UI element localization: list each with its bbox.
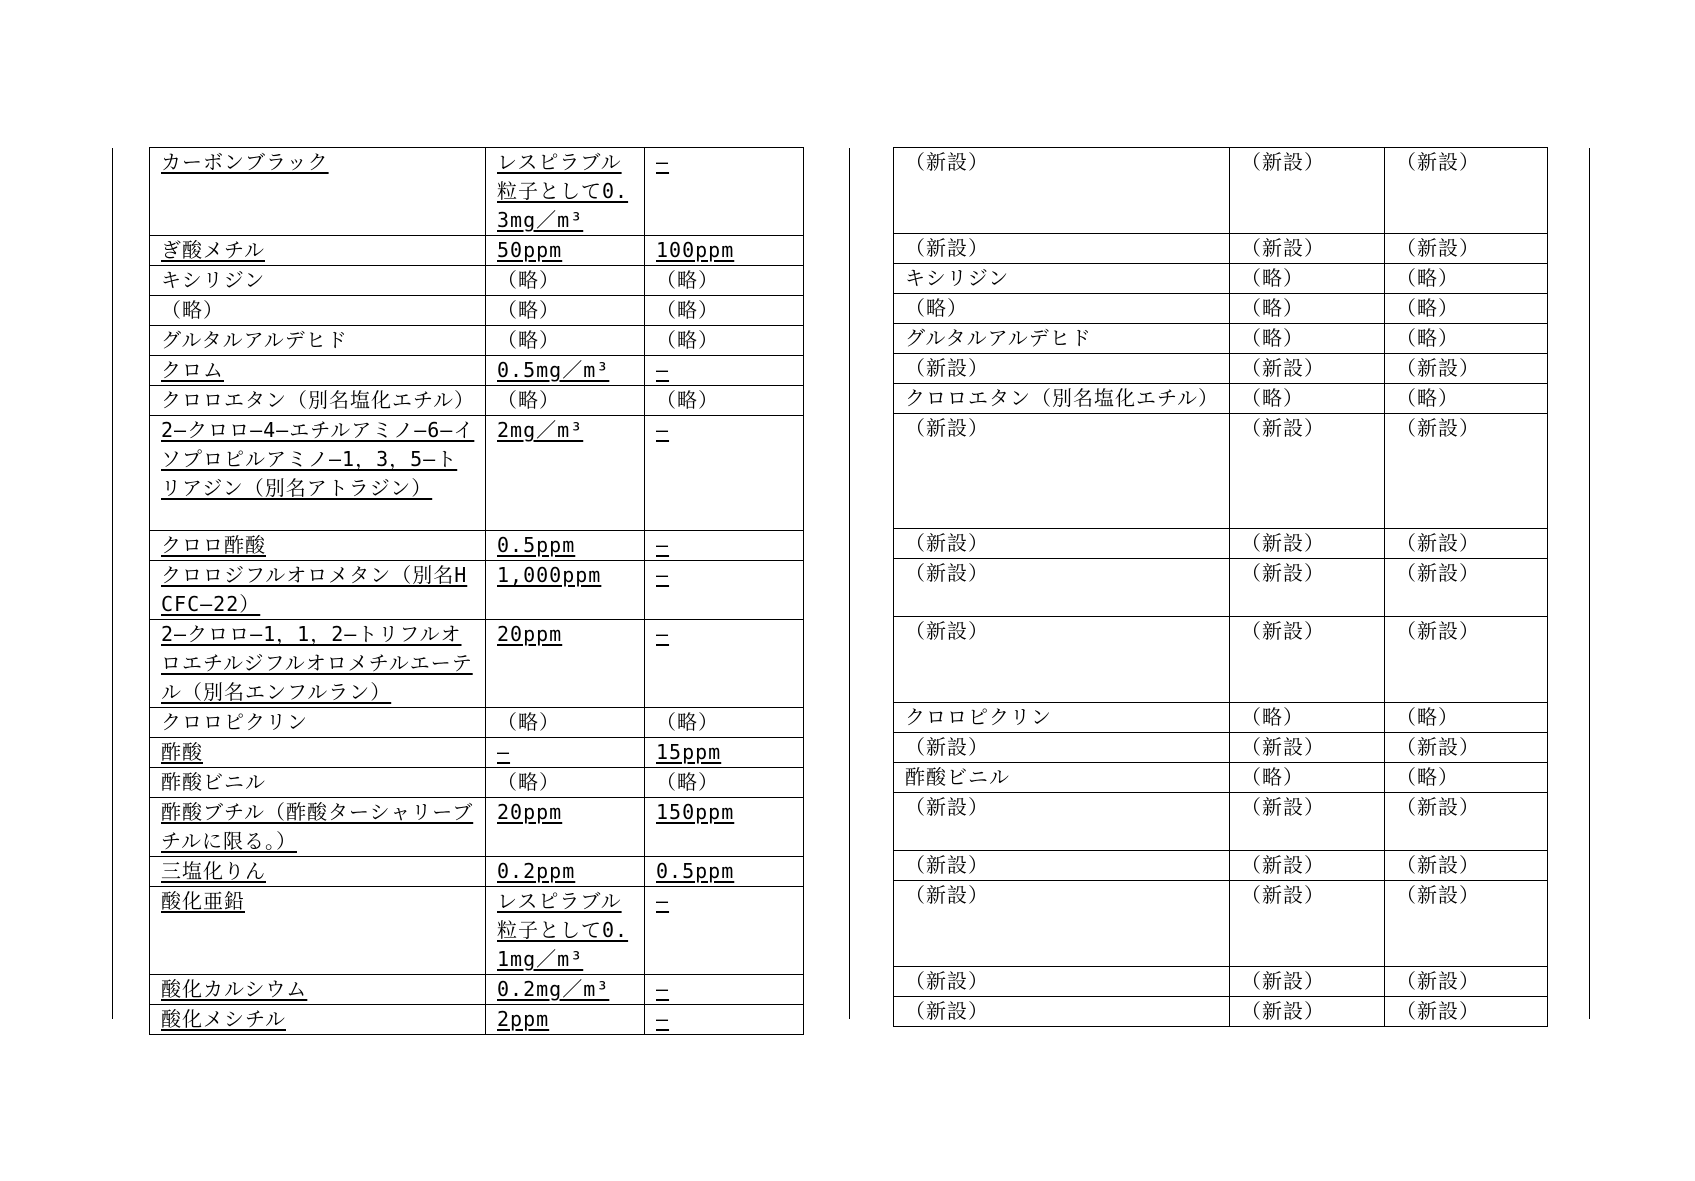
table-row — [894, 851, 1548, 881]
current-cell-col1 — [894, 529, 1230, 559]
cell-text: （略） — [1396, 765, 1459, 789]
cell-text: クロロピクリン — [161, 710, 308, 734]
cell-text: （略） — [905, 296, 968, 320]
table-row — [150, 531, 804, 561]
current-cell-col3 — [1385, 793, 1548, 851]
current-cell-col1 — [894, 881, 1230, 967]
cell-text: （略） — [1241, 326, 1304, 350]
table-row — [894, 354, 1548, 384]
table-row — [150, 887, 804, 975]
cell-text: （新設） — [905, 999, 989, 1023]
cell-text: （略） — [1241, 705, 1304, 729]
current-cell-col3 — [1385, 851, 1548, 881]
revised-cell-col1 — [150, 620, 486, 708]
cell-text: レスピラブル粒子として0.1mg／m³ — [497, 889, 629, 971]
cell-text: （新設） — [1396, 883, 1480, 907]
revised-cell-col3 — [645, 768, 804, 798]
cell-text: — — [656, 622, 670, 646]
cell-text: （新設） — [905, 531, 989, 555]
revised-cell-col1 — [150, 326, 486, 356]
current-cell-col2 — [1230, 793, 1385, 851]
cell-text: （新設） — [1241, 795, 1325, 819]
current-cell-col2 — [1230, 529, 1385, 559]
table-row — [894, 414, 1548, 529]
cell-text: （新設） — [1396, 999, 1480, 1023]
revised-cell-col1 — [150, 768, 486, 798]
cell-text: （新設） — [1396, 853, 1480, 877]
revised-cell-col2 — [486, 887, 645, 975]
revised-cell-col1 — [150, 266, 486, 296]
table-row — [150, 326, 804, 356]
table-row — [894, 763, 1548, 793]
revised-cell-col1 — [150, 1005, 486, 1035]
current-cell-col1 — [894, 851, 1230, 881]
revised-cell-col1 — [150, 738, 486, 768]
cell-text: （新設） — [1396, 795, 1480, 819]
table-row — [150, 1005, 804, 1035]
current-cell-col1 — [894, 324, 1230, 354]
current-cell-col3 — [1385, 617, 1548, 703]
table-row — [894, 733, 1548, 763]
cell-text: 三塩化りん — [161, 859, 266, 883]
cell-text: キシリジン — [905, 266, 1010, 290]
cell-text: （略） — [1396, 296, 1459, 320]
revised-cell-col3 — [645, 296, 804, 326]
revised-cell-col2 — [486, 1005, 645, 1035]
cell-text: （新設） — [1396, 969, 1480, 993]
cell-text: （新設） — [905, 735, 989, 759]
revised-cell-col3 — [645, 236, 804, 266]
cell-text: （新設） — [1241, 969, 1325, 993]
cell-text: 酢酸ビニル — [161, 770, 266, 794]
cell-text: クロロジフルオロメタン（別名HCFC—22） — [161, 563, 468, 616]
cell-text: （新設） — [905, 619, 989, 643]
revised-cell-col2 — [486, 416, 645, 531]
revised-cell-col1 — [150, 561, 486, 620]
current-cell-col2 — [1230, 294, 1385, 324]
table-row — [894, 617, 1548, 703]
current-cell-col1 — [894, 234, 1230, 264]
current-cell-col1 — [894, 354, 1230, 384]
cell-text: （略） — [497, 388, 560, 412]
cell-text: （新設） — [905, 150, 989, 174]
revised-cell-col3 — [645, 266, 804, 296]
cell-text: 20ppm — [497, 800, 563, 824]
revised-cell-col2 — [486, 531, 645, 561]
cell-text: （略） — [656, 388, 719, 412]
revised-cell-col2 — [486, 975, 645, 1005]
table-row — [150, 738, 804, 768]
current-cell-col3 — [1385, 703, 1548, 733]
cell-text: （略） — [656, 710, 719, 734]
revised-cell-col3 — [645, 708, 804, 738]
revised-cell-col1 — [150, 857, 486, 887]
revised-cell-col3 — [645, 531, 804, 561]
cell-text: — — [656, 563, 670, 587]
table-row — [894, 967, 1548, 997]
revised-cell-col3 — [645, 326, 804, 356]
current-cell-col1 — [894, 617, 1230, 703]
current-cell-col1 — [894, 733, 1230, 763]
cell-text: （新設） — [905, 795, 989, 819]
revised-cell-col1 — [150, 416, 486, 531]
cell-text: （新設） — [1241, 619, 1325, 643]
current-cell-col1 — [894, 294, 1230, 324]
revised-cell-col1 — [150, 386, 486, 416]
table-row — [894, 264, 1548, 294]
table-row — [894, 294, 1548, 324]
cell-text: （略） — [656, 268, 719, 292]
cell-text: （新設） — [1396, 356, 1480, 380]
current-cell-col1 — [894, 997, 1230, 1027]
revised-cell-col3 — [645, 148, 804, 236]
current-cell-col3 — [1385, 967, 1548, 997]
cell-text: （略） — [1396, 326, 1459, 350]
cell-text: （新設） — [1396, 236, 1480, 260]
table-row — [150, 386, 804, 416]
current-cell-col3 — [1385, 559, 1548, 617]
table-row — [894, 703, 1548, 733]
cell-text: （新設） — [1241, 150, 1325, 174]
cell-text: 酢酸ビニル — [905, 765, 1010, 789]
current-cell-col3 — [1385, 414, 1548, 529]
table-row — [894, 148, 1548, 234]
current-cell-col1 — [894, 967, 1230, 997]
revised-cell-col3 — [645, 416, 804, 531]
table-row — [150, 148, 804, 236]
cell-text: （略） — [497, 268, 560, 292]
cell-text: （略） — [1241, 765, 1304, 789]
cell-text: 0.2mg／m³ — [497, 977, 610, 1001]
current-table — [893, 147, 1548, 1027]
cell-text: （新設） — [905, 236, 989, 260]
revised-cell-col1 — [150, 798, 486, 857]
cell-text: （略） — [1396, 386, 1459, 410]
revised-cell-col1 — [150, 356, 486, 386]
revised-cell-col3 — [645, 561, 804, 620]
cell-text: （新設） — [1241, 853, 1325, 877]
revised-cell-col1 — [150, 531, 486, 561]
cell-text: — — [656, 533, 670, 557]
cell-text: （略） — [656, 770, 719, 794]
cell-text: 酸化メシチル — [161, 1007, 286, 1031]
cell-text: （略） — [497, 328, 560, 352]
revised-cell-col1 — [150, 148, 486, 236]
cell-text: 150ppm — [656, 800, 735, 824]
revised-cell-col2 — [486, 561, 645, 620]
revised-cell-col3 — [645, 620, 804, 708]
current-cell-col2 — [1230, 354, 1385, 384]
cell-text: （新設） — [1241, 561, 1325, 585]
table-row — [894, 384, 1548, 414]
current-cell-col3 — [1385, 529, 1548, 559]
current-cell-col2 — [1230, 264, 1385, 294]
cell-text: （略） — [497, 710, 560, 734]
revised-cell-col3 — [645, 1005, 804, 1035]
revised-cell-col2 — [486, 708, 645, 738]
table-row — [150, 236, 804, 266]
cell-text: （新設） — [1241, 999, 1325, 1023]
current-cell-col2 — [1230, 384, 1385, 414]
current-cell-col3 — [1385, 763, 1548, 793]
cell-text: — — [656, 150, 670, 174]
cell-text: （略） — [1241, 266, 1304, 290]
revised-cell-col2 — [486, 738, 645, 768]
revised-cell-col2 — [486, 386, 645, 416]
table-row — [150, 975, 804, 1005]
cell-text: — — [656, 1007, 670, 1031]
cell-text: （新設） — [905, 883, 989, 907]
cell-text: 酸化亜鉛 — [161, 889, 245, 913]
cell-text: グルタルアルデヒド — [161, 328, 348, 352]
current-cell-col2 — [1230, 234, 1385, 264]
table-row — [894, 793, 1548, 851]
revised-cell-col1 — [150, 708, 486, 738]
cell-text: （新設） — [1396, 150, 1480, 174]
cell-text: — — [656, 889, 670, 913]
revised-cell-col1 — [150, 236, 486, 266]
current-cell-col1 — [894, 264, 1230, 294]
cell-text: （新設） — [1241, 416, 1325, 440]
cell-text: カーボンブラック — [161, 150, 329, 174]
revised-cell-col2 — [486, 236, 645, 266]
revised-cell-col2 — [486, 296, 645, 326]
cell-text: 酸化カルシウム — [161, 977, 308, 1001]
revised-cell-col1 — [150, 887, 486, 975]
cell-text: （新設） — [905, 356, 989, 380]
cell-text: クロロエタン（別名塩化エチル） — [161, 388, 475, 412]
cell-text: 2—クロロ—4—エチルアミノ—6—イソプロピルアミノ—1，3，5—トリアジン（別名アトラジン） — [161, 418, 475, 500]
cell-text: （略） — [656, 328, 719, 352]
revised-cell-col2 — [486, 326, 645, 356]
cell-text: （略） — [1396, 705, 1459, 729]
cell-text: （新設） — [1396, 735, 1480, 759]
cell-text: — — [656, 418, 670, 442]
cell-text: （新設） — [905, 416, 989, 440]
revised-cell-col3 — [645, 975, 804, 1005]
current-cell-col3 — [1385, 354, 1548, 384]
table-row — [150, 857, 804, 887]
cell-text: 2ppm — [497, 1007, 550, 1031]
current-cell-col2 — [1230, 851, 1385, 881]
current-cell-col3 — [1385, 294, 1548, 324]
cell-text: （新設） — [1396, 619, 1480, 643]
cell-text: 50ppm — [497, 238, 563, 262]
current-cell-col2 — [1230, 997, 1385, 1027]
cell-text: （略） — [497, 298, 560, 322]
current-cell-col2 — [1230, 148, 1385, 234]
cell-text: （新設） — [1241, 531, 1325, 555]
cell-text: （略） — [161, 298, 224, 322]
cell-text: （新設） — [1241, 735, 1325, 759]
table-row — [894, 234, 1548, 264]
cell-text: クロロ酢酸 — [161, 533, 266, 557]
cell-text: 0.5mg／m³ — [497, 358, 610, 382]
current-cell-col3 — [1385, 234, 1548, 264]
cell-text: ぎ酸メチル — [161, 238, 265, 262]
cell-text: （新設） — [1241, 356, 1325, 380]
revised-table — [149, 147, 804, 1035]
table-row — [150, 266, 804, 296]
cell-text: 20ppm — [497, 622, 563, 646]
table-row — [150, 416, 804, 531]
cell-text: 酢酸ブチル（酢酸ターシャリーブチルに限る。） — [161, 800, 474, 853]
current-cell-col3 — [1385, 997, 1548, 1027]
table-row — [150, 356, 804, 386]
current-cell-col1 — [894, 148, 1230, 234]
revised-cell-col1 — [150, 296, 486, 326]
current-cell-col3 — [1385, 733, 1548, 763]
revised-cell-col1 — [150, 975, 486, 1005]
cell-text: （新設） — [1396, 416, 1480, 440]
current-cell-col2 — [1230, 324, 1385, 354]
cell-text: （略） — [497, 770, 560, 794]
cell-text: レスピラブル粒子として0.3mg／m³ — [497, 150, 629, 232]
revised-cell-col3 — [645, 857, 804, 887]
revised-cell-col3 — [645, 798, 804, 857]
current-cell-col3 — [1385, 264, 1548, 294]
cell-text: 100ppm — [656, 238, 735, 262]
cell-text: 1,000ppm — [497, 563, 602, 587]
table-row — [894, 881, 1548, 967]
cell-text: （新設） — [1396, 531, 1480, 555]
cell-text: 15ppm — [656, 740, 722, 764]
cell-text: — — [656, 358, 670, 382]
current-cell-col2 — [1230, 967, 1385, 997]
current-cell-col1 — [894, 703, 1230, 733]
cell-text: （新設） — [905, 853, 989, 877]
current-cell-col2 — [1230, 559, 1385, 617]
revised-cell-col2 — [486, 857, 645, 887]
current-cell-col3 — [1385, 384, 1548, 414]
table-row — [150, 768, 804, 798]
cell-text: （略） — [1241, 296, 1304, 320]
table-row — [150, 296, 804, 326]
cell-text: — — [497, 740, 511, 764]
current-cell-col1 — [894, 763, 1230, 793]
current-cell-col2 — [1230, 703, 1385, 733]
revised-cell-col2 — [486, 798, 645, 857]
table-row — [150, 620, 804, 708]
revised-cell-col2 — [486, 148, 645, 236]
revised-cell-col2 — [486, 620, 645, 708]
cell-text: グルタルアルデヒド — [905, 326, 1092, 350]
cell-text: （略） — [1396, 266, 1459, 290]
cell-text: 0.5ppm — [656, 859, 735, 883]
current-cell-col2 — [1230, 414, 1385, 529]
revised-cell-col2 — [486, 768, 645, 798]
table-row — [150, 798, 804, 857]
center-rule-left — [849, 148, 850, 1019]
current-cell-col2 — [1230, 733, 1385, 763]
current-cell-col3 — [1385, 324, 1548, 354]
revised-cell-col2 — [486, 266, 645, 296]
cell-text: （略） — [1241, 386, 1304, 410]
cell-text: （新設） — [1241, 883, 1325, 907]
left-margin-rule — [112, 148, 113, 1019]
table-row — [150, 708, 804, 738]
cell-text: 0.5ppm — [497, 533, 576, 557]
cell-text: （新設） — [1241, 236, 1325, 260]
table-row — [150, 561, 804, 620]
current-cell-col2 — [1230, 881, 1385, 967]
cell-text: 2—クロロ—1，1，2—トリフルオロエチルジフルオロメチルエーテル（別名エンフルラン） — [161, 622, 473, 704]
revised-cell-col3 — [645, 738, 804, 768]
cell-text: — — [656, 977, 670, 1001]
cell-text: （新設） — [905, 561, 989, 585]
current-cell-col2 — [1230, 617, 1385, 703]
table-row — [894, 559, 1548, 617]
current-cell-col1 — [894, 793, 1230, 851]
current-cell-col1 — [894, 414, 1230, 529]
cell-text: 0.2ppm — [497, 859, 576, 883]
cell-text: クロロピクリン — [905, 705, 1052, 729]
current-cell-col2 — [1230, 763, 1385, 793]
right-margin-rule — [1589, 148, 1590, 1019]
cell-text: （新設） — [905, 969, 989, 993]
cell-text: （略） — [656, 298, 719, 322]
cell-text: 酢酸 — [161, 740, 203, 764]
cell-text: （新設） — [1396, 561, 1480, 585]
table-row — [894, 529, 1548, 559]
table-row — [894, 997, 1548, 1027]
cell-text: クロロエタン（別名塩化エチル） — [905, 386, 1219, 410]
cell-text: 2mg／m³ — [497, 418, 584, 442]
revised-cell-col2 — [486, 356, 645, 386]
current-cell-col1 — [894, 559, 1230, 617]
current-cell-col1 — [894, 384, 1230, 414]
cell-text: クロム — [161, 358, 224, 382]
current-cell-col3 — [1385, 881, 1548, 967]
revised-cell-col3 — [645, 356, 804, 386]
table-row — [894, 324, 1548, 354]
revised-cell-col3 — [645, 386, 804, 416]
revised-cell-col3 — [645, 887, 804, 975]
cell-text: キシリジン — [161, 268, 266, 292]
current-cell-col3 — [1385, 148, 1548, 234]
